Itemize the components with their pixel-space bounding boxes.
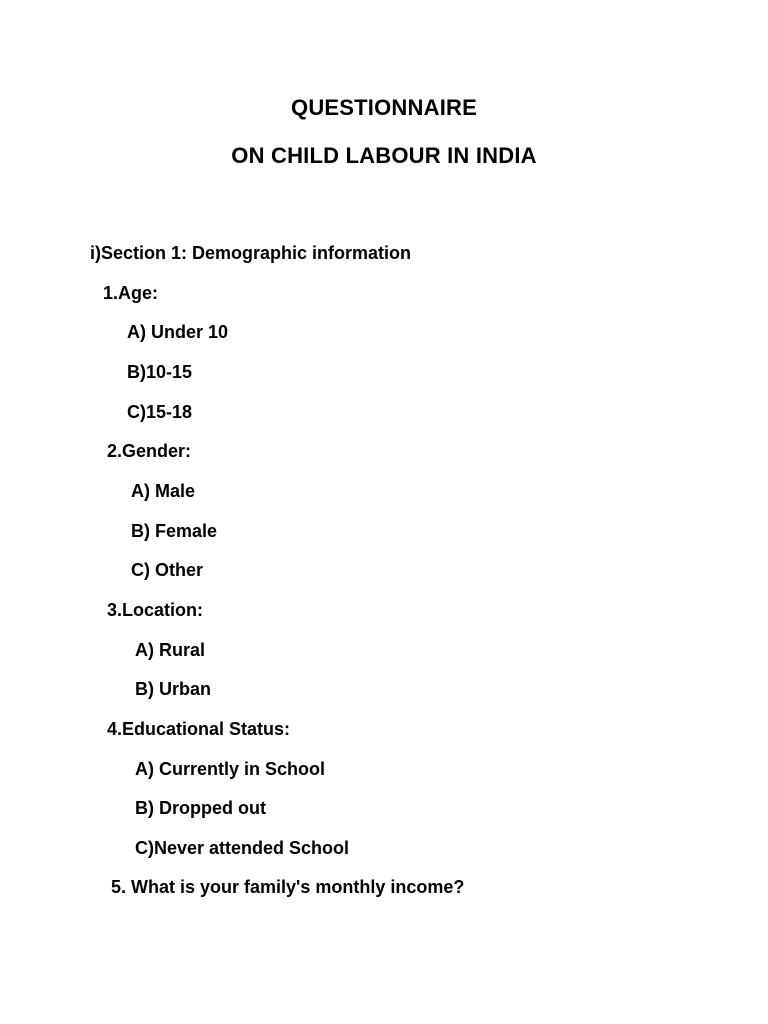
question-age: 1.Age: xyxy=(103,283,159,303)
section-heading: i)Section 1: Demographic information xyxy=(90,243,412,263)
option-gender-male: A) Male xyxy=(131,481,196,501)
option-location-urban: B) Urban xyxy=(135,679,211,699)
option-age-under-10: A) Under 10 xyxy=(127,322,229,342)
option-location-rural: A) Rural xyxy=(135,640,206,660)
option-education-dropped-out: B) Dropped out xyxy=(135,798,266,818)
option-education-never-attended: C)Never attended School xyxy=(135,838,350,858)
option-education-in-school: A) Currently in School xyxy=(135,759,326,779)
question-location: 3.Location: xyxy=(107,600,204,620)
question-educational-status: 4.Educational Status: xyxy=(107,719,291,739)
option-age-15-18: C)15-18 xyxy=(127,402,193,422)
option-age-10-15: B)10-15 xyxy=(127,362,193,382)
question-gender: 2.Gender: xyxy=(107,441,192,461)
option-gender-other: C) Other xyxy=(131,560,203,580)
option-gender-female: B) Female xyxy=(131,521,218,541)
question-monthly-income: 5. What is your family's monthly income? xyxy=(111,877,465,897)
document-title: QUESTIONNAIRE xyxy=(291,95,477,120)
document-subtitle: ON CHILD LABOUR IN INDIA xyxy=(231,143,537,168)
